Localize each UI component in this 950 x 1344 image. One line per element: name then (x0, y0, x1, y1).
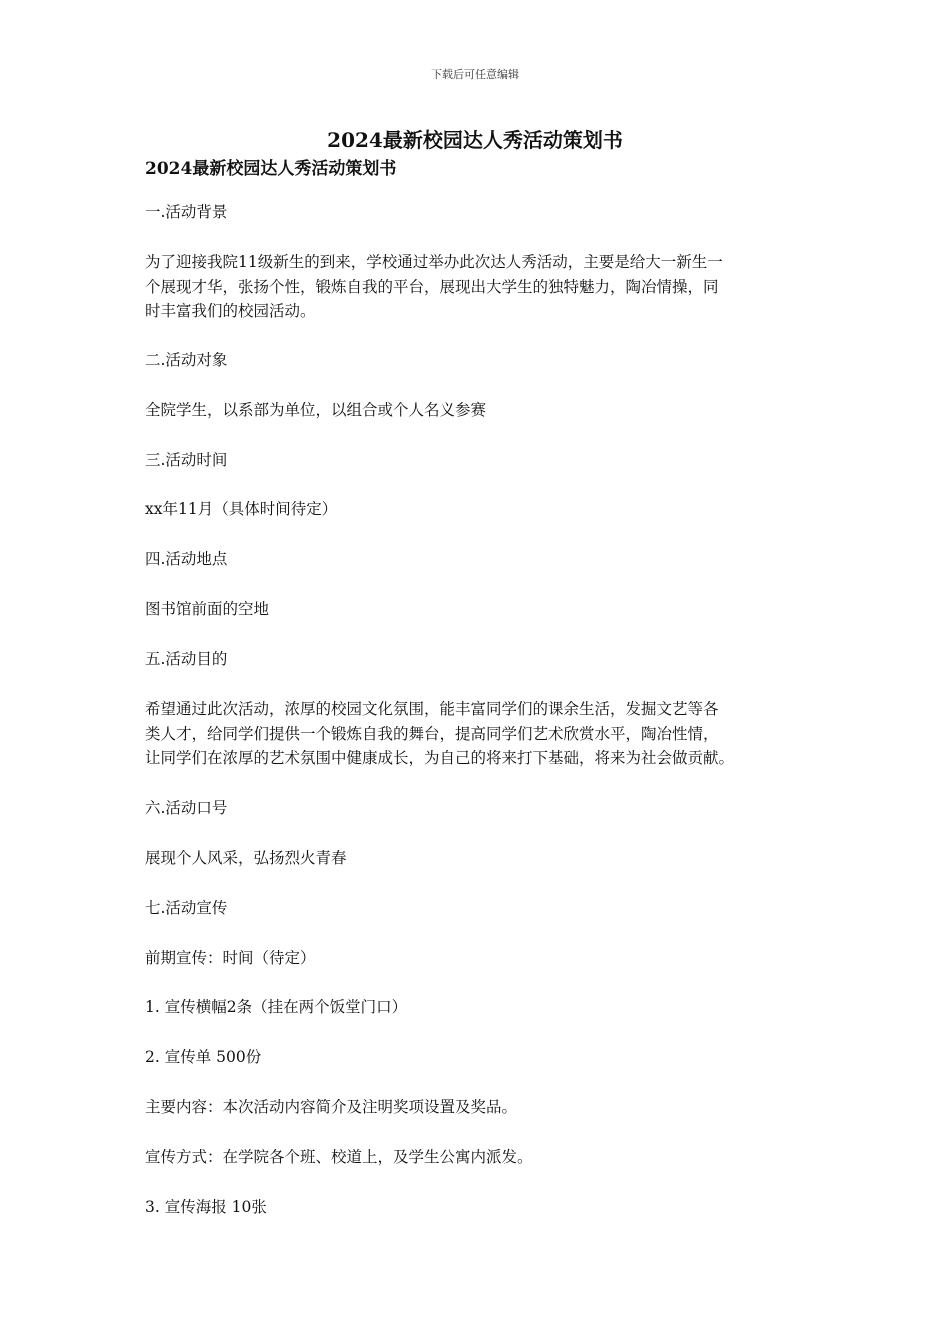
body-line: 个展现才华，张扬个性，锻炼自我的平台，展现出大学生的独特魅力，陶冶情操，同 (145, 277, 719, 296)
section-heading-background: 一.活动背景 (145, 203, 228, 221)
promotion-main-content: 主要内容：本次活动内容简介及注明奖项设置及奖品。 (145, 1098, 518, 1116)
promotion-method: 宣传方式：在学院各个班、校道上，及学生公寓内派发。 (145, 1148, 533, 1166)
document-subtitle: 2024最新校园达人秀活动策划书 (145, 159, 397, 179)
section-heading-promotion: 七.活动宣传 (145, 899, 228, 917)
section-body-audience: 全院学生，以系部为单位，以组合或个人名义参赛 (145, 401, 487, 419)
page-header-note: 下载后可任意编辑 (431, 68, 519, 81)
promotion-item-flyers: 2. 宣传单 500份 (145, 1048, 262, 1066)
section-heading-audience: 二.活动对象 (145, 351, 228, 369)
body-line: 让同学们在浓厚的艺术氛围中健康成长，为自己的将来打下基础，将来为社会做贡献。 (145, 749, 735, 767)
promotion-item-banner: 1. 宣传横幅2条（挂在两个饭堂门口） (145, 998, 408, 1016)
section-body-purpose (145, 697, 825, 771)
section-body-slogan: 展现个人风采，弘扬烈火青春 (145, 849, 347, 867)
promotion-item-posters: 3. 宣传海报 10张 (145, 1198, 267, 1216)
section-heading-slogan: 六.活动口号 (145, 799, 228, 817)
section-heading-purpose: 五.活动目的 (145, 650, 228, 668)
section-body-time: xx年11月（具体时间待定） (145, 500, 338, 518)
body-line: 类人才，给同学们提供一个锻炼自我的舞台，提高同学们艺术欣赏水平，陶冶性情， (145, 724, 719, 743)
section-body-location: 图书馆前面的空地 (145, 600, 270, 618)
section-heading-time: 三.活动时间 (145, 451, 228, 469)
section-body-background (145, 250, 825, 324)
body-line: 为了迎接我院11级新生的到来，学校通过举办此次达人秀活动，主要是给大一新生一 (145, 253, 723, 271)
body-line: 时丰富我们的校园活动。 (145, 302, 316, 320)
body-line: 希望通过此次活动，浓厚的校园文化氛围，能丰富同学们的课余生活，发掘文艺等各 (145, 700, 719, 718)
promotion-pre-period: 前期宣传：时间（待定） (145, 949, 316, 967)
section-heading-location: 四.活动地点 (145, 550, 228, 568)
document-title: 2024最新校园达人秀活动策划书 (327, 128, 623, 152)
